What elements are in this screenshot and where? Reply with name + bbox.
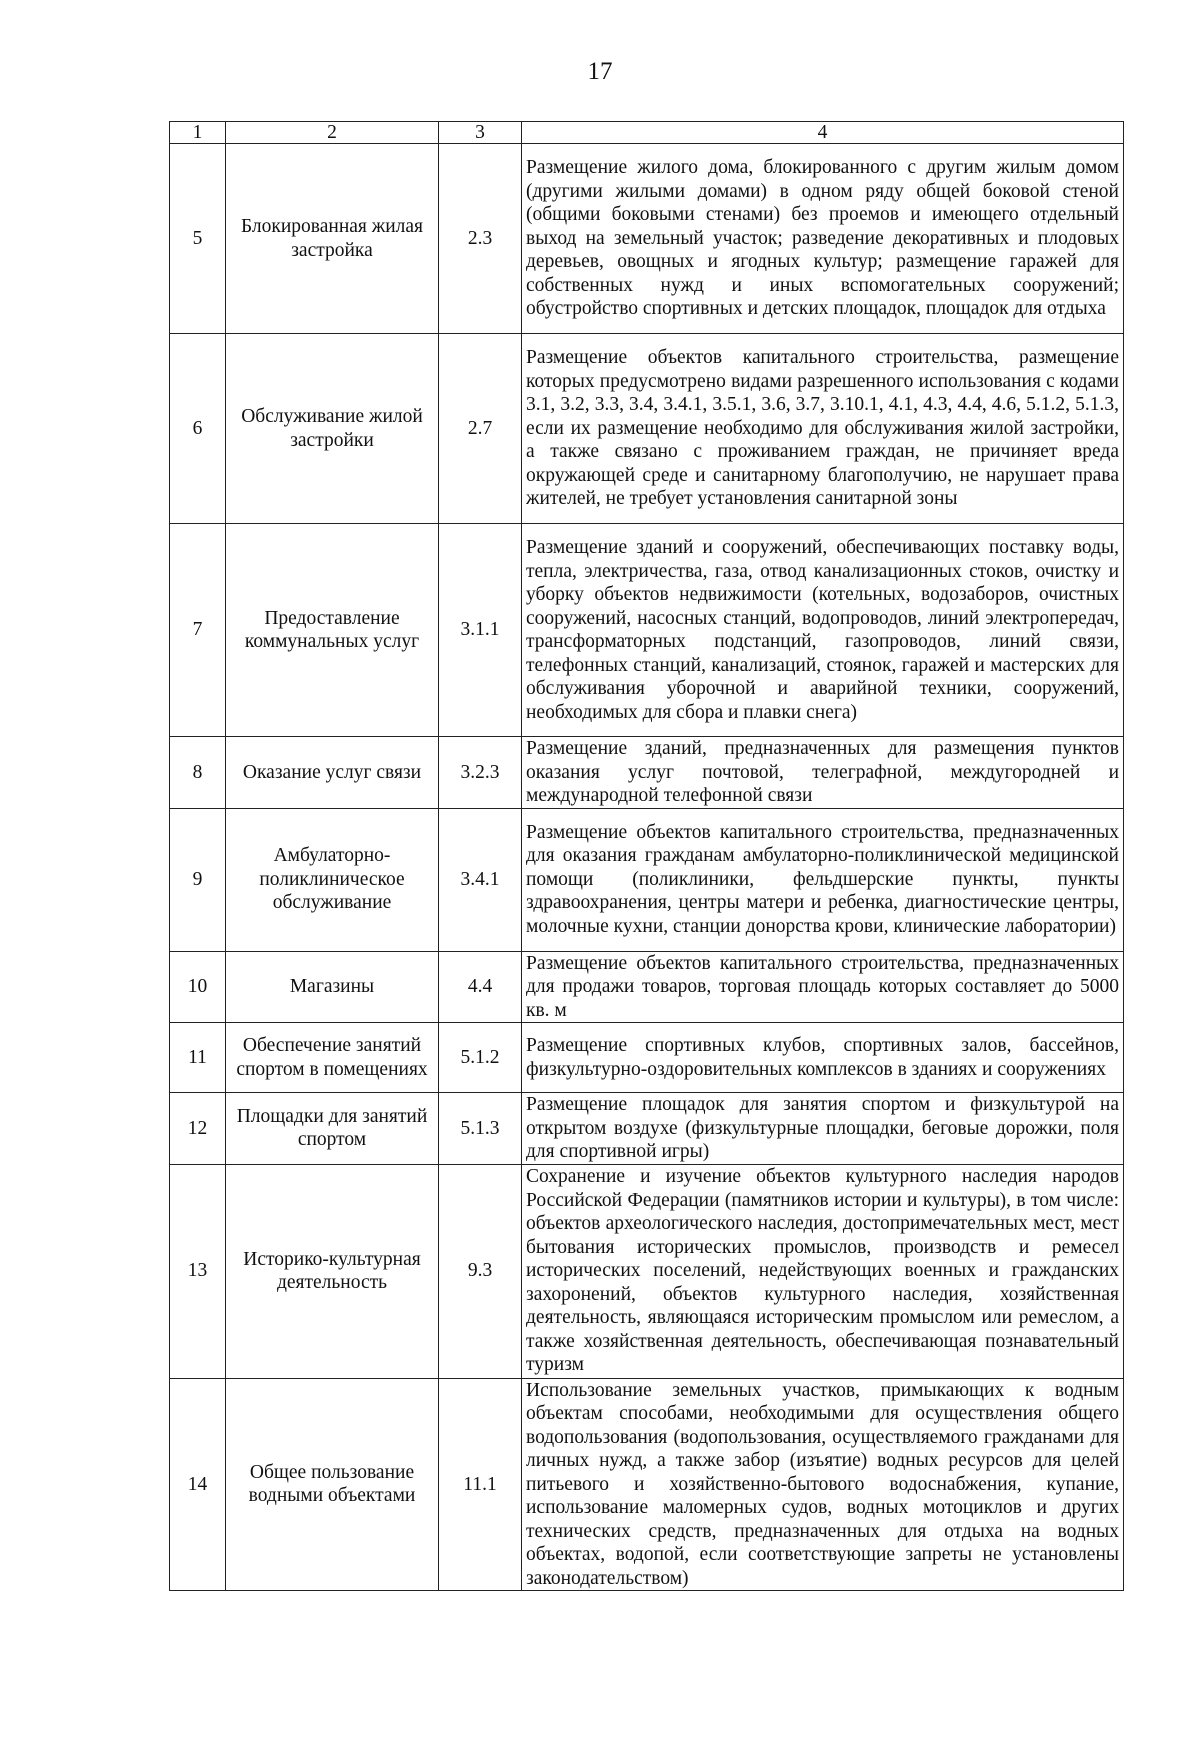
table-row xyxy=(170,1023,1124,1093)
land-use-code: 3.1.1 xyxy=(439,524,522,737)
land-use-description: Размещение зданий, предназначенных для размещения пунктов оказания услуг почтовой, телеграфной, междугородней и международной телефонной связи xyxy=(522,737,1124,809)
land-use-table xyxy=(169,121,1124,1591)
land-use-code: 9.3 xyxy=(439,1164,522,1378)
table-row xyxy=(170,808,1124,951)
land-use-description: Сохранение и изучение объектов культурного наследия народов Российской Федерации (памятников истории и культуры), в том числе: объектов археологического наследия, достопримечательных мест, мест бытования исторических промыслов, производств и ремесел исторических поселений, недействующих военных и гражданских захоронений, объектов культурного наследия, хозяйственная деятельность, являющаяся историческим промыслом или ремеслом, а также хозяйственная деятельность, обеспечивающая познавательный туризм xyxy=(522,1164,1124,1378)
land-use-name: Магазины xyxy=(226,951,439,1023)
land-use-name: Обеспечение занятий спортом в помещениях xyxy=(226,1023,439,1093)
table-row xyxy=(170,1164,1124,1378)
page-number: 17 xyxy=(587,58,613,85)
land-use-code: 5.1.3 xyxy=(439,1093,522,1165)
land-use-description: Размещение объектов капитального строительства, размещение которых предусмотрено видами разрешенного использования с кодами 3.1, 3.2, 3.3, 3.4, 3.4.1, 3.5.1, 3.6, 3.7, 3.10.1, 4.1, 4.3, 4.4, 4.6, 5.1.2, 5.1.3, если их размещение необходимо для обслуживания жилой застройки, а также связано с проживанием граждан, не причиняет вреда окружающей среде и санитарному благополучию, не нарушает права жителей, не требует установления санитарной зоны xyxy=(522,334,1124,524)
land-use-name: Оказание услуг связи xyxy=(226,737,439,809)
row-number: 6 xyxy=(170,334,226,524)
row-number: 8 xyxy=(170,737,226,809)
table-row xyxy=(170,524,1124,737)
land-use-description: Размещение объектов капитального строительства, предназначенных для продажи товаров, торговая площадь которых составляет до 5000 кв. м xyxy=(522,951,1124,1023)
land-use-name: Амбулаторно-поликлиническое обслуживание xyxy=(226,808,439,951)
land-use-code: 3.4.1 xyxy=(439,808,522,951)
row-number: 10 xyxy=(170,951,226,1023)
land-use-description: Размещение площадок для занятия спортом и физкультурой на открытом воздухе (физкультурные площадки, беговые дорожки, поля для спортивной игры) xyxy=(522,1093,1124,1165)
table-row xyxy=(170,951,1124,1023)
header-row xyxy=(170,122,1124,144)
land-use-code: 2.7 xyxy=(439,334,522,524)
land-use-code: 4.4 xyxy=(439,951,522,1023)
row-number: 14 xyxy=(170,1378,226,1591)
land-use-description: Использование земельных участков, примыкающих к водным объектам способами, необходимыми для осуществления общего водопользования (водопользования, осуществляемого гражданами для личных нужд, а также забор (изъятие) водных ресурсов для целей питьевого и хозяйственно-бытового водоснабжения, купание, использование маломерных судов, водных мотоциклов и других технических средств, предназначенных для отдыха на водных объектах, водопой, если соответствующие запреты не установлены законодательством) xyxy=(522,1378,1124,1591)
land-use-name: Общее пользование водными объектами xyxy=(226,1378,439,1591)
land-use-code: 2.3 xyxy=(439,144,522,334)
header-cell-1: 1 xyxy=(170,122,226,144)
header-cell-3: 3 xyxy=(439,122,522,144)
table-row xyxy=(170,1378,1124,1591)
header-cell-2: 2 xyxy=(226,122,439,144)
land-use-description: Размещение жилого дома, блокированного с другим жилым домом (другими жилыми домами) в одном ряду общей боковой стеной (общими боковыми стенами) без проемов и имеющего отдельный выход на земельный участок; разведение декоративных и плодовых деревьев, овощных и ягодных культур; размещение гаражей для собственных нужд и иных вспомогательных сооружений; обустройство спортивных и детских площадок, площадок для отдыха xyxy=(522,144,1124,334)
row-number: 5 xyxy=(170,144,226,334)
land-use-name: Площадки для занятий спортом xyxy=(226,1093,439,1165)
table-row xyxy=(170,144,1124,334)
land-use-code: 3.2.3 xyxy=(439,737,522,809)
land-use-name: Обслуживание жилой застройки xyxy=(226,334,439,524)
row-number: 9 xyxy=(170,808,226,951)
header-cell-4: 4 xyxy=(522,122,1124,144)
land-use-code: 11.1 xyxy=(439,1378,522,1591)
table-row xyxy=(170,334,1124,524)
land-use-description: Размещение спортивных клубов, спортивных залов, бассейнов, физкультурно-оздоровительных комплексов в зданиях и сооружениях xyxy=(522,1023,1124,1093)
land-use-name: Блокированная жилая застройка xyxy=(226,144,439,334)
row-number: 11 xyxy=(170,1023,226,1093)
land-use-code: 5.1.2 xyxy=(439,1023,522,1093)
land-use-name: Историко-культурная деятельность xyxy=(226,1164,439,1378)
table-row xyxy=(170,737,1124,809)
table-row xyxy=(170,1093,1124,1165)
land-use-description: Размещение объектов капитального строительства, предназначенных для оказания гражданам амбулаторно-поликлинической медицинской помощи (поликлиники, фельдшерские пункты, пункты здравоохранения, центры матери и ребенка, диагностические центры, молочные кухни, станции донорства крови, клинические лаборатории) xyxy=(522,808,1124,951)
land-use-description: Размещение зданий и сооружений, обеспечивающих поставку воды, тепла, электричества, газа, отвод канализационных стоков, очистку и уборку объектов недвижимости (котельных, водозаборов, очистных сооружений, насосных станций, водопроводов, линий электропередач, трансформаторных подстанций, газопроводов, линий связи, телефонных станций, канализаций, стоянок, гаражей и мастерских для обслуживания уборочной и аварийной техники, сооружений, необходимых для сбора и плавки снега) xyxy=(522,524,1124,737)
row-number: 13 xyxy=(170,1164,226,1378)
land-use-name: Предоставление коммунальных услуг xyxy=(226,524,439,737)
row-number: 7 xyxy=(170,524,226,737)
row-number: 12 xyxy=(170,1093,226,1165)
